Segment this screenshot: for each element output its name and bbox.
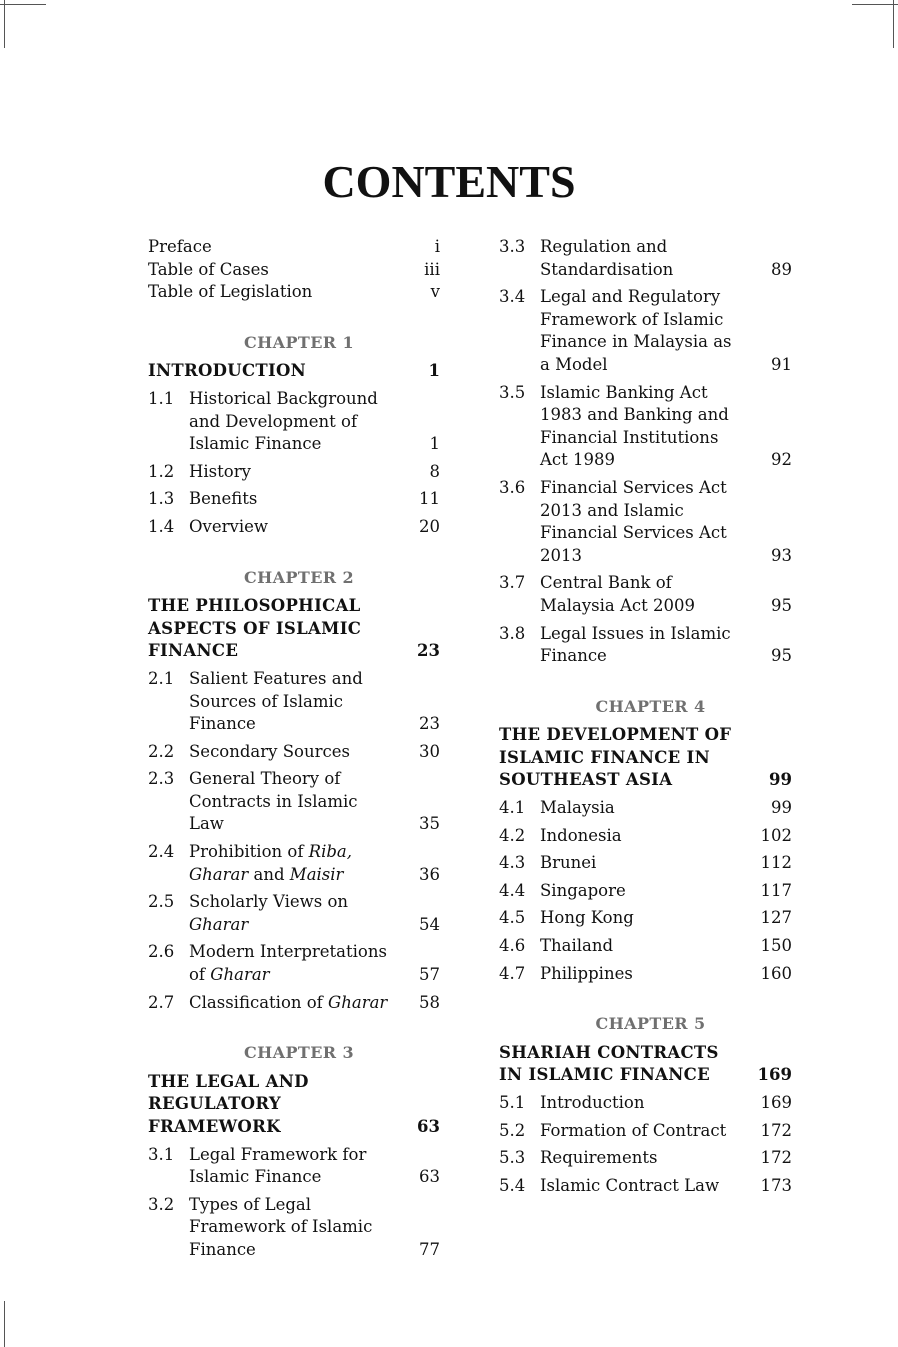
chapter-title: THE DEVELOPMENT OF ISLAMIC FINANCE IN SOUTHEAST ASIA xyxy=(499,725,732,790)
section-page: 117 xyxy=(760,880,792,900)
toc-entry-3-3[interactable] xyxy=(499,236,792,281)
section-title: Philippines xyxy=(540,963,633,983)
section-title: Legal and Regulatory Framework of Islamic Finance in Malaysia as a Model xyxy=(540,287,732,374)
section-title: Overview xyxy=(189,516,268,536)
toc-entry-1-4[interactable] xyxy=(148,516,440,539)
section-page: 160 xyxy=(760,963,792,983)
section-title: Hong Kong xyxy=(540,908,634,928)
toc-entry-5-4[interactable] xyxy=(499,1175,792,1198)
entry-page: iii xyxy=(424,259,440,279)
chapter-4-label: CHAPTER 4 xyxy=(595,696,706,716)
section-title: Secondary Sources xyxy=(189,741,350,761)
section-page: 30 xyxy=(419,741,440,761)
chapter-5-heading[interactable] xyxy=(499,1042,792,1087)
title-italic-maisir: Maisir xyxy=(289,864,344,884)
toc-entry-3-1[interactable] xyxy=(148,1144,440,1189)
toc-entry-2-1[interactable] xyxy=(148,668,440,736)
chapter-page: 1 xyxy=(428,361,440,381)
section-number: 4.1 xyxy=(499,798,526,818)
section-number: 2.4 xyxy=(148,842,175,862)
section-title: Legal Issues in Islamic Finance xyxy=(540,623,731,666)
chapter-page: 169 xyxy=(757,1065,792,1085)
section-number: 1.4 xyxy=(148,516,175,536)
chapter-page: 63 xyxy=(417,1117,440,1136)
section-number: 3.4 xyxy=(499,287,526,307)
chapter-1-heading[interactable] xyxy=(148,360,440,383)
chapter-title: THE LEGAL AND REGULATORY FRAMEWORK xyxy=(148,1071,309,1136)
chapter-title: INTRODUCTION xyxy=(148,361,307,381)
section-title: Thailand xyxy=(540,936,614,956)
section-number: 4.4 xyxy=(499,880,526,900)
section-page: 58 xyxy=(419,992,440,1012)
toc-entry-3-2[interactable] xyxy=(148,1194,440,1262)
section-title: Salient Features and Sources of Islamic Finance xyxy=(189,668,363,734)
toc-entry-5-3[interactable] xyxy=(499,1147,792,1170)
section-page: 89 xyxy=(771,259,792,279)
section-number: 2.6 xyxy=(148,942,175,962)
section-page: 169 xyxy=(760,1093,792,1112)
title-part: Classification of xyxy=(189,992,329,1012)
title-part: Modern Interpretations of xyxy=(189,942,387,985)
section-title: Brunei xyxy=(540,853,597,873)
section-title xyxy=(148,891,440,936)
section-page: 93 xyxy=(771,545,792,565)
section-page: 112 xyxy=(760,853,792,873)
section-number: 5.1 xyxy=(499,1093,526,1112)
section-page: 54 xyxy=(419,914,440,934)
section-number: 5.3 xyxy=(499,1148,526,1168)
section-number: 2.5 xyxy=(148,892,175,912)
section-number: 1.2 xyxy=(148,461,175,481)
section-number: 2.1 xyxy=(148,668,175,688)
toc-entry-2-3[interactable] xyxy=(148,768,440,836)
entry-title: Preface xyxy=(148,237,212,256)
section-page: 173 xyxy=(760,1175,792,1195)
title-part: Prohibition of xyxy=(189,842,309,862)
section-title: Singapore xyxy=(540,880,626,900)
toc-right-column xyxy=(499,236,792,1197)
section-page: 172 xyxy=(760,1120,792,1140)
toc-entry-1-2[interactable] xyxy=(148,461,440,484)
chapter-page: 99 xyxy=(769,770,792,790)
title-part: and xyxy=(248,864,290,884)
chapter-title: THE PHILOSOPHICAL ASPECTS OF ISLAMIC FINANCE xyxy=(148,596,362,661)
section-number: 4.2 xyxy=(499,825,526,845)
section-number: 4.6 xyxy=(499,936,526,956)
toc-entry-4-3[interactable] xyxy=(499,852,792,875)
section-title: General Theory of Contracts in Islamic Law xyxy=(189,769,358,834)
toc-entry-5-1[interactable] xyxy=(499,1092,792,1115)
title-italic-gharar: Gharar xyxy=(210,965,270,985)
toc-entry-3-6[interactable] xyxy=(499,477,792,567)
section-page: 23 xyxy=(419,714,440,734)
title-italic-gharar: Gharar xyxy=(328,992,388,1012)
toc-entry-4-7[interactable] xyxy=(499,963,792,986)
section-page: 1 xyxy=(429,434,440,454)
toc-entry-3-4[interactable] xyxy=(499,286,792,376)
section-page: 91 xyxy=(771,354,792,374)
entry-page: i xyxy=(434,237,440,256)
section-title: Formation of Contract xyxy=(540,1120,727,1140)
chapter-2-heading[interactable] xyxy=(148,595,440,663)
section-page: 95 xyxy=(771,646,792,666)
section-page: 36 xyxy=(419,864,440,884)
section-title: Islamic Contract Law xyxy=(540,1175,720,1195)
section-number: 3.8 xyxy=(499,623,526,643)
toc-entry-table-of-legislation[interactable] xyxy=(148,281,440,304)
toc-entry-2-7[interactable] xyxy=(148,992,440,1015)
section-number: 2.7 xyxy=(148,992,175,1012)
section-number: 1.1 xyxy=(148,388,175,408)
chapter-5-label: CHAPTER 5 xyxy=(595,1014,706,1034)
chapter-3-label: CHAPTER 3 xyxy=(244,1043,354,1063)
toc-entry-1-1[interactable] xyxy=(148,388,440,456)
chapter-4-heading[interactable] xyxy=(499,724,792,792)
section-number: 4.7 xyxy=(499,963,526,983)
section-title: Historical Background and Development of Islamic Finance xyxy=(189,388,378,454)
toc-entry-3-8[interactable] xyxy=(499,623,792,668)
section-number: 3.7 xyxy=(499,573,526,593)
section-number: 1.3 xyxy=(148,489,175,509)
toc-entry-2-4[interactable] xyxy=(148,841,440,886)
chapter-3-heading[interactable] xyxy=(148,1071,440,1139)
section-title: Benefits xyxy=(189,489,258,509)
toc-entry-table-of-cases[interactable] xyxy=(148,259,440,282)
section-page: 95 xyxy=(771,595,792,615)
title-italic-gharar: Gharar xyxy=(189,914,249,934)
toc-entry-preface[interactable] xyxy=(148,236,440,259)
section-number: 2.3 xyxy=(148,769,175,789)
section-page: 92 xyxy=(771,450,792,470)
section-page: 172 xyxy=(760,1148,792,1168)
toc-entry-3-7[interactable] xyxy=(499,572,792,617)
section-title: Indonesia xyxy=(540,825,622,845)
section-number: 3.1 xyxy=(148,1144,175,1164)
chapter-title: SHARIAH CONTRACTS IN ISLAMIC FINANCE xyxy=(499,1042,719,1085)
crop-mark-bottom-left-vertical xyxy=(4,1301,5,1347)
page-title: CONTENTS xyxy=(322,156,576,207)
section-page: 11 xyxy=(419,489,440,509)
section-number: 3.5 xyxy=(499,382,526,402)
section-number: 4.3 xyxy=(499,853,526,873)
section-title: Types of Legal Framework of Islamic Finance xyxy=(189,1194,373,1259)
section-page: 102 xyxy=(760,825,792,845)
toc-entry-1-3[interactable] xyxy=(148,488,440,511)
section-number: 5.4 xyxy=(499,1175,526,1195)
toc-entry-4-5[interactable] xyxy=(499,907,792,930)
section-page: 150 xyxy=(760,936,792,956)
section-number: 2.2 xyxy=(148,741,175,761)
section-title: History xyxy=(189,461,251,481)
crop-mark-top-left-horizontal xyxy=(0,4,46,5)
section-title xyxy=(148,992,440,1015)
section-page: 20 xyxy=(419,516,440,536)
section-number: 3.2 xyxy=(148,1194,175,1214)
toc-entry-4-1[interactable] xyxy=(499,797,792,820)
toc-entry-2-5[interactable] xyxy=(148,891,440,936)
section-title: Islamic Banking Act 1983 and Banking and Financial Institutions Act 1989 xyxy=(540,382,729,470)
title-italic-gharar: Gharar xyxy=(189,864,249,884)
section-title: Requirements xyxy=(540,1148,658,1168)
section-page: 57 xyxy=(419,965,440,985)
toc-entry-2-2[interactable] xyxy=(148,741,440,764)
section-page: 99 xyxy=(771,798,792,818)
section-title xyxy=(148,841,440,886)
chapter-2-label: CHAPTER 2 xyxy=(244,567,354,587)
chapter-page: 23 xyxy=(417,641,440,661)
crop-mark-top-right-vertical xyxy=(893,0,894,48)
title-part: Scholarly Views on xyxy=(189,892,349,912)
section-number: 3.3 xyxy=(499,237,526,256)
section-number: 5.2 xyxy=(499,1120,526,1140)
toc-entry-4-4[interactable] xyxy=(499,880,792,903)
chapter-1-label: CHAPTER 1 xyxy=(244,332,354,352)
section-title: Malaysia xyxy=(540,798,615,818)
section-number: 3.6 xyxy=(499,477,526,497)
section-title: Central Bank of Malaysia Act 2009 xyxy=(540,573,696,615)
toc-entry-2-6[interactable] xyxy=(148,941,440,986)
entry-title: Table of Cases xyxy=(148,259,269,279)
section-page: 35 xyxy=(419,814,440,834)
section-page: 127 xyxy=(760,908,792,928)
crop-mark-top-right-horizontal xyxy=(852,4,898,5)
section-title xyxy=(148,941,440,986)
section-title: Legal Framework for Islamic Finance xyxy=(189,1144,367,1187)
toc-left-column xyxy=(148,236,440,1262)
section-number: 4.5 xyxy=(499,908,526,928)
section-title: Regulation and Standardisation xyxy=(540,237,674,279)
entry-page: v xyxy=(430,282,440,302)
crop-mark-top-left-vertical xyxy=(4,0,5,48)
section-page: 77 xyxy=(419,1239,440,1259)
entry-title: Table of Legislation xyxy=(148,282,313,302)
section-page: 8 xyxy=(429,461,440,481)
section-title: Introduction xyxy=(540,1093,645,1112)
section-title: Financial Services Act 2013 and Islamic Financial Services Act 2013 xyxy=(540,477,727,565)
toc-entry-5-2[interactable] xyxy=(499,1120,792,1143)
toc-entry-4-2[interactable] xyxy=(499,825,792,848)
section-page: 63 xyxy=(419,1167,440,1187)
toc-entry-4-6[interactable] xyxy=(499,935,792,958)
toc-entry-3-5[interactable] xyxy=(499,382,792,472)
title-italic-riba: Riba, xyxy=(308,842,353,862)
